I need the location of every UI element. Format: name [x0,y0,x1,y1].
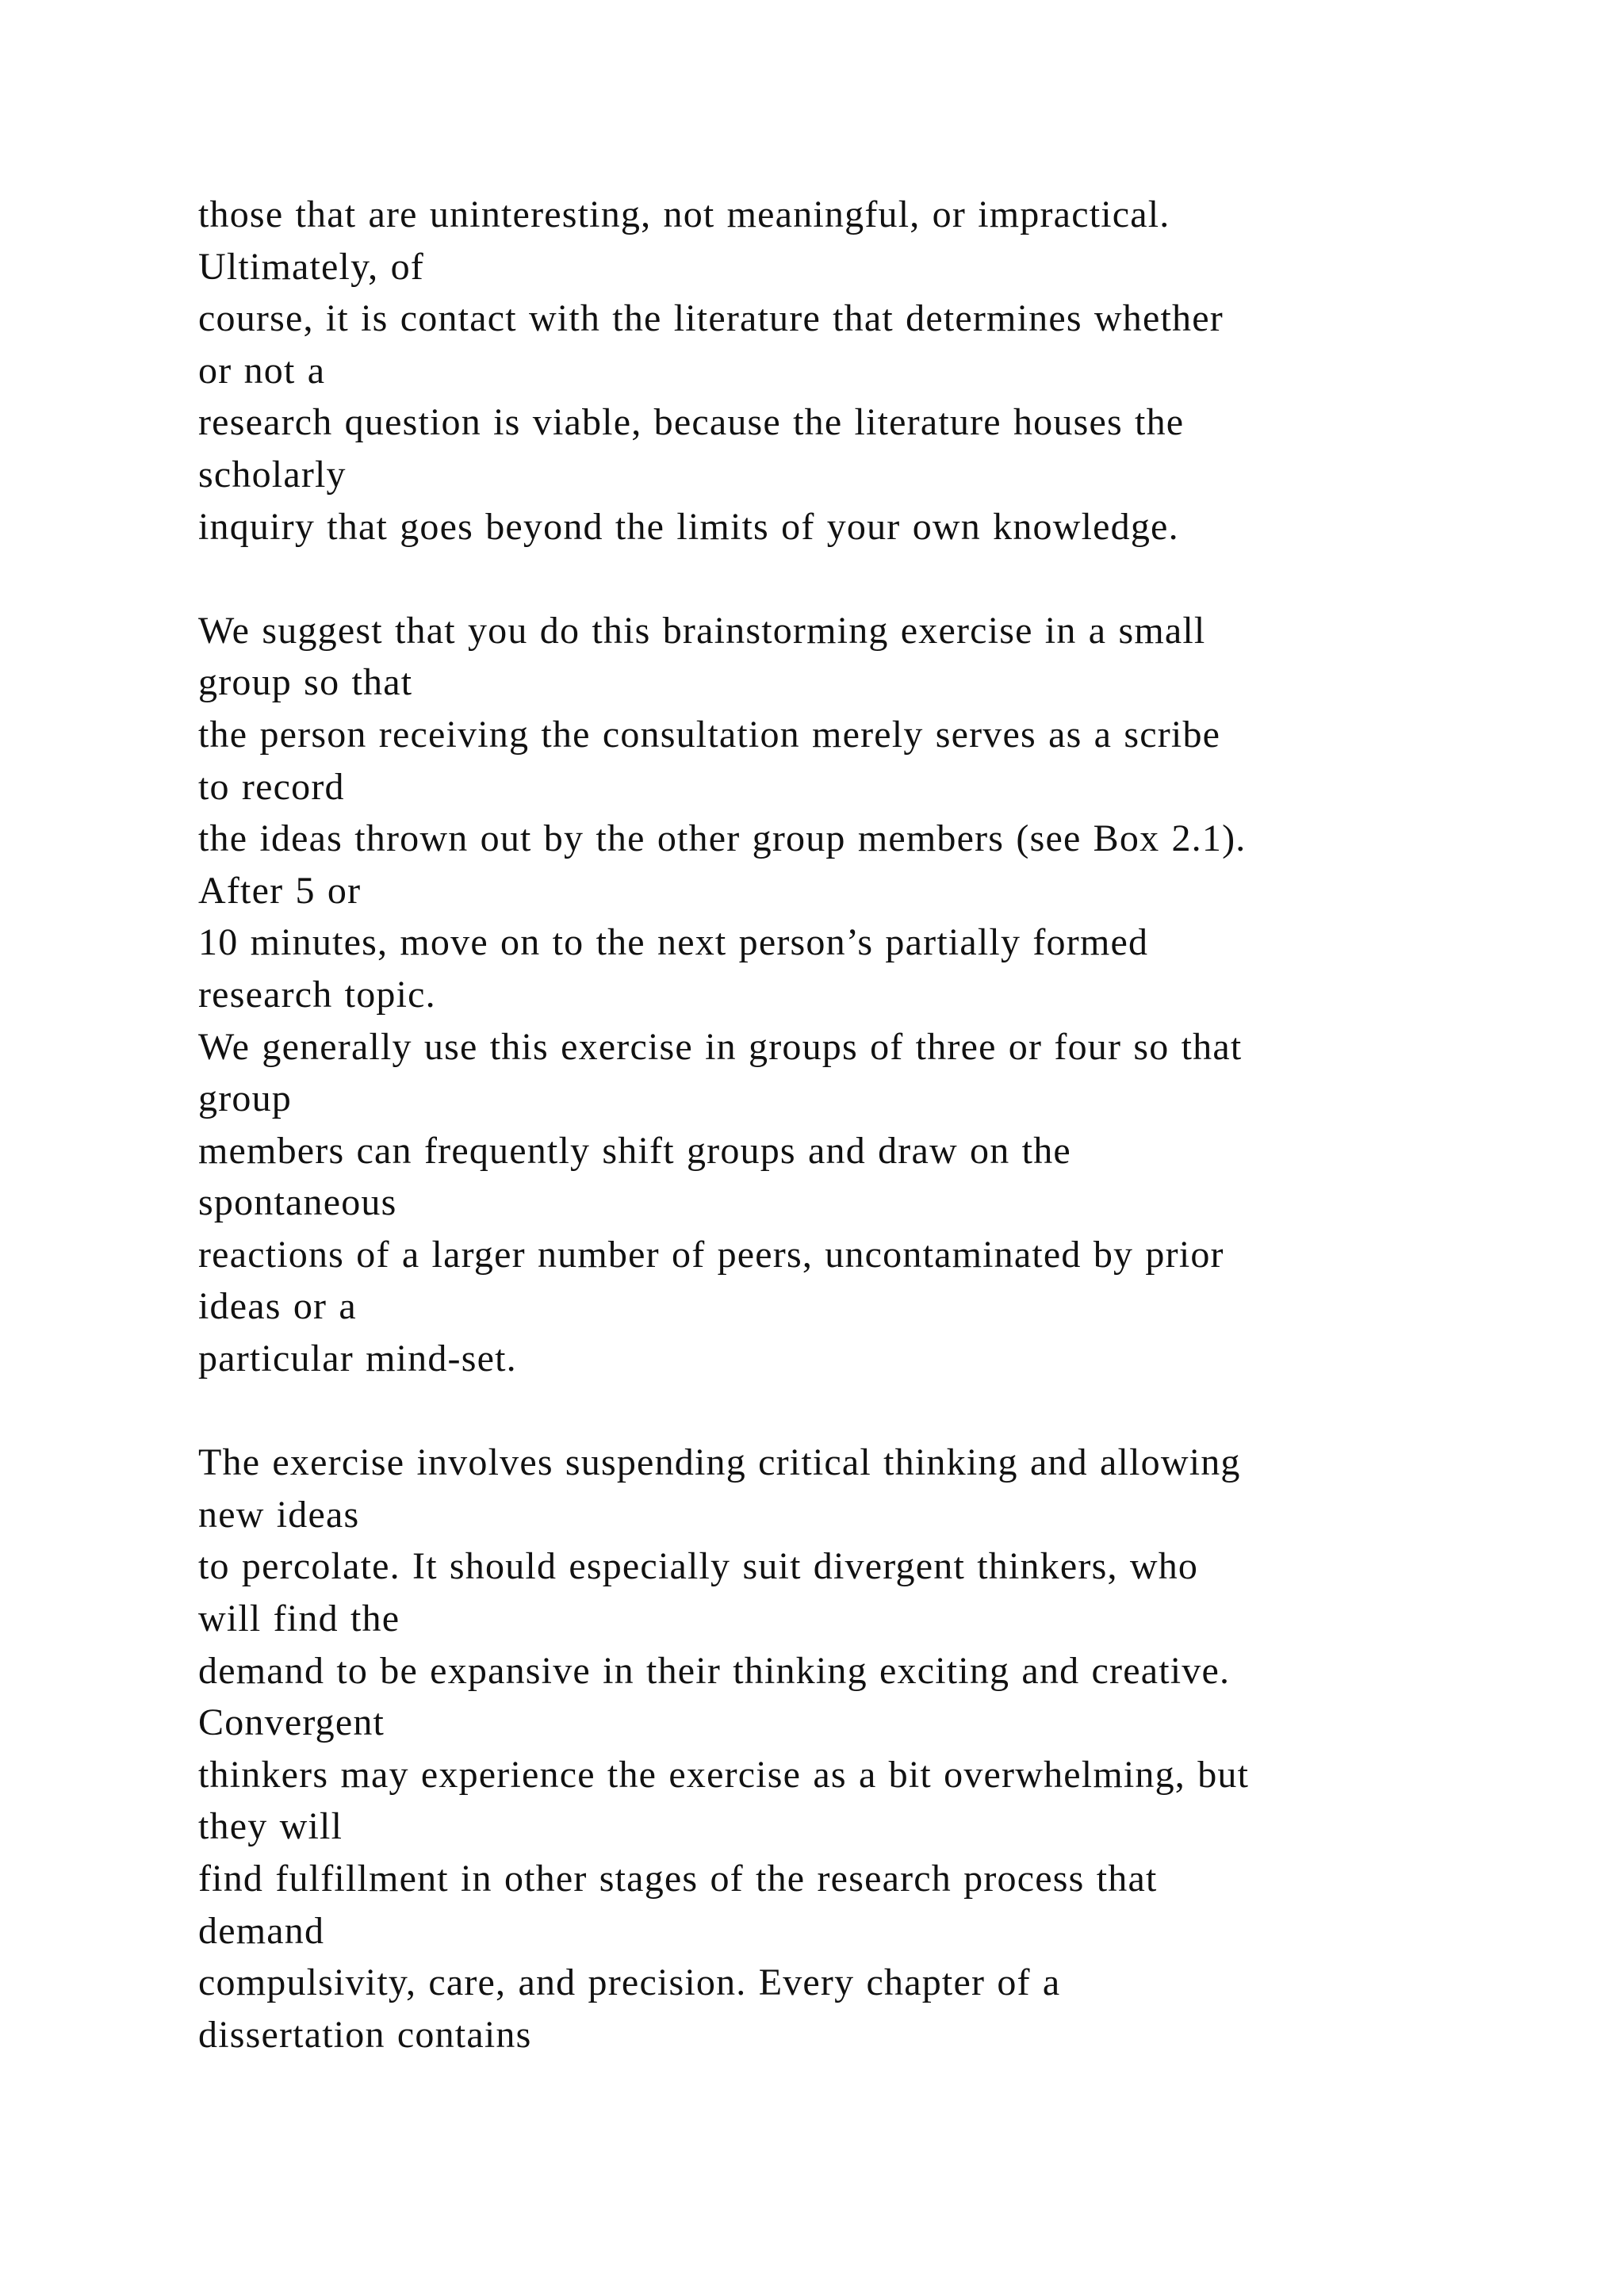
text-line: reactions of a larger number of peers, uncontaminated by prior [198,1233,1224,1276]
text-line: ideas or a [198,1285,357,1328]
paragraph-gap [198,1385,1594,1437]
text-line: to percolate. It should especially suit divergent thinkers, who [198,1545,1199,1588]
text-line: research question is viable, because the literature houses the [198,401,1185,444]
text-line: particular mind-set. [198,1337,517,1380]
text-line: 10 minutes, move on to the next person’s partially formed [198,921,1149,964]
paragraph-3 [198,1437,1594,2061]
text-line: compulsivity, care, and precision. Every chapter of a [198,1961,1061,2004]
text-line: We generally use this exercise in groups of three or four so that [198,1025,1243,1068]
paragraph-2 [198,605,1594,1385]
text-line: demand to be expansive in their thinking exciting and creative. [198,1649,1231,1692]
text-line: We suggest that you do this brainstorming exercise in a small [198,609,1206,652]
paragraph-gap [198,553,1594,605]
text-line: group so that [198,661,413,704]
document-page [198,189,1594,2061]
text-line: group [198,1077,292,1120]
text-line: members can frequently shift groups and draw on the [198,1129,1071,1172]
text-line: new ideas [198,1493,360,1536]
text-line: spontaneous [198,1181,397,1224]
text-line: thinkers may experience the exercise as a bit overwhelming, but [198,1753,1250,1796]
text-line: the ideas thrown out by the other group members (see Box 2.1). [198,817,1247,860]
text-line: those that are uninteresting, not meaningful, or impractical. [198,193,1170,235]
text-line: inquiry that goes beyond the limits of your own knowledge. [198,505,1179,548]
text-line: find fulfillment in other stages of the research process that [198,1858,1158,1900]
text-line: Convergent [198,1701,385,1744]
text-line: The exercise involves suspending critical thinking and allowing [198,1441,1241,1484]
text-line: research topic. [198,973,436,1016]
text-line: the person receiving the consultation merely serves as a scribe [198,713,1221,756]
text-line: Ultimately, of [198,245,424,288]
text-line: or not a [198,349,326,392]
text-line: dissertation contains [198,2013,532,2056]
text-line: they will [198,1805,343,1848]
text-line: scholarly [198,453,347,496]
text-line: After 5 or [198,869,362,912]
text-line: course, it is contact with the literature that determines whether [198,297,1224,340]
text-line: demand [198,1909,325,1952]
text-line: to record [198,765,345,808]
paragraph-1 [198,189,1594,553]
text-line: will find the [198,1598,400,1640]
